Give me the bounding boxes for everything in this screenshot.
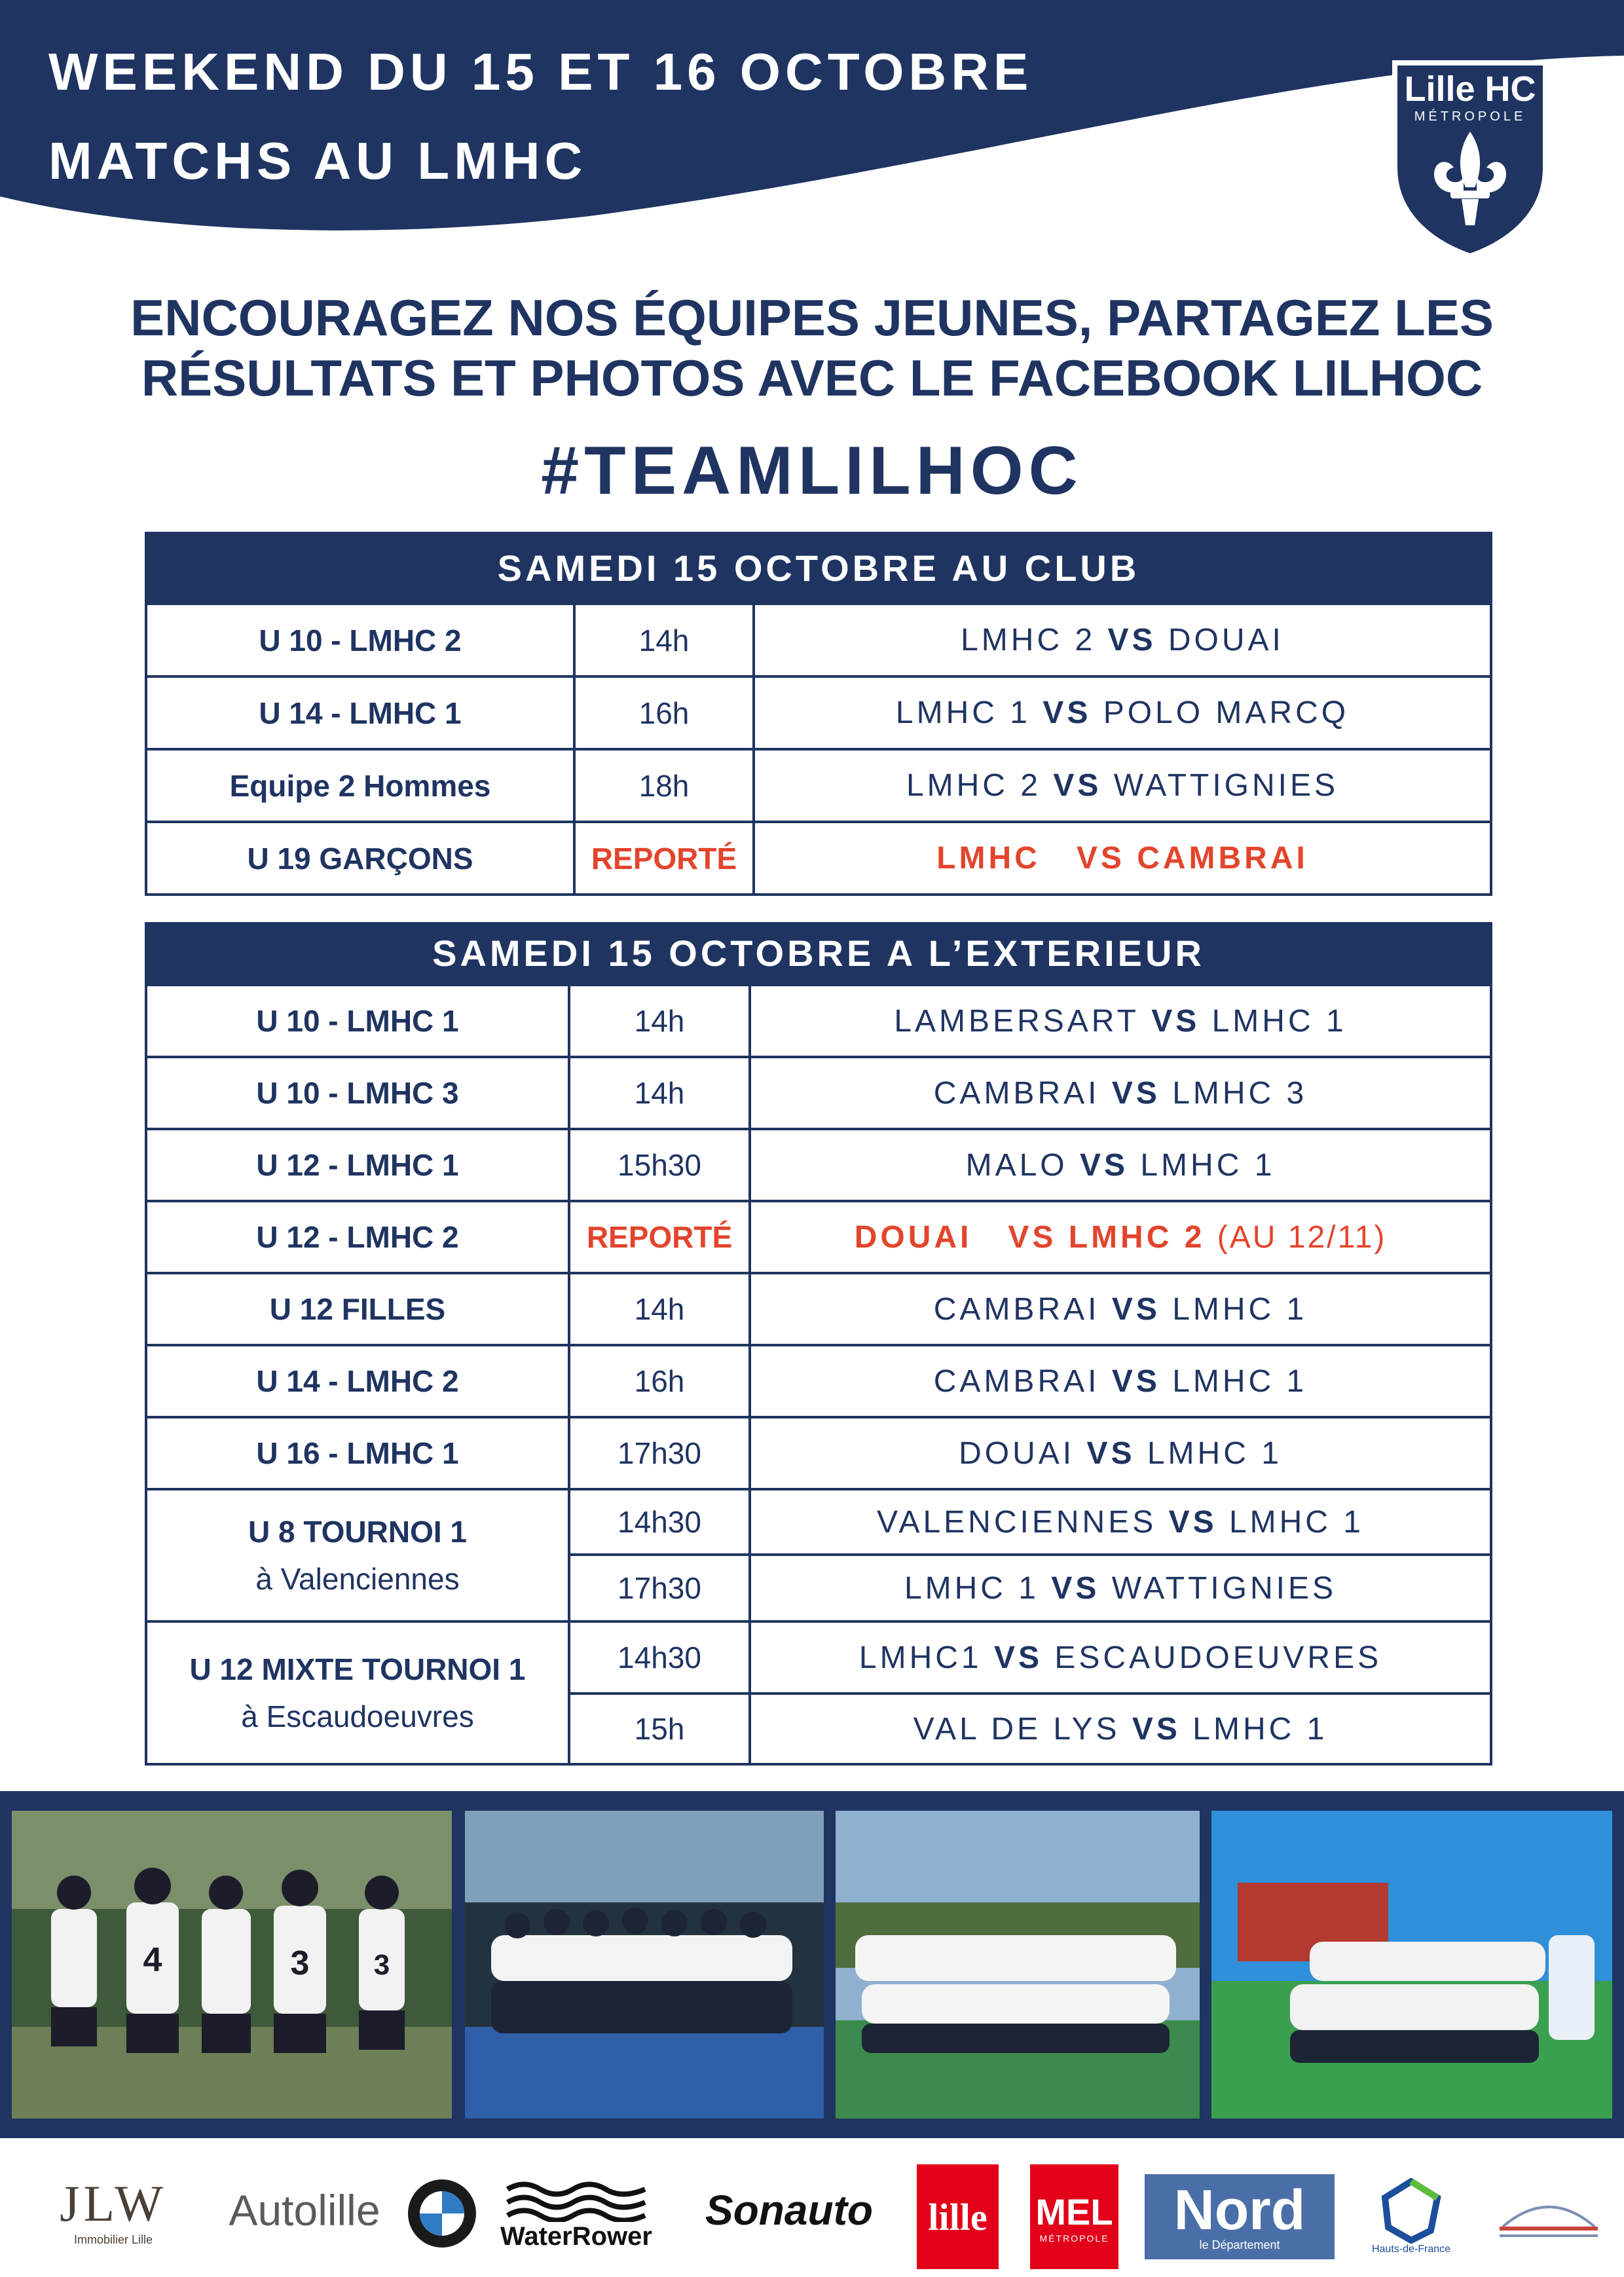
- away-team: LMHC 1: [1172, 1291, 1308, 1327]
- team-cell: U 12 - LMHC 2: [145, 1200, 570, 1274]
- table-row: [145, 1128, 1492, 1202]
- vs-label: VS: [1053, 768, 1102, 803]
- region-subtext: Hauts-de-France: [1371, 2244, 1451, 2255]
- team-cell: U 10 - LMHC 1: [145, 984, 570, 1058]
- home-table-title: SAMEDI 15 OCTOBRE AU CLUB: [145, 532, 1492, 605]
- vs-label: VS: [1168, 1504, 1217, 1540]
- table-row: [145, 1056, 1492, 1130]
- home-team: DOUAI: [854, 1219, 972, 1255]
- home-team: LMHC 1: [904, 1570, 1039, 1606]
- home-team: LMHC: [936, 841, 1041, 876]
- time-cell: 14h: [568, 1056, 751, 1130]
- jlw-subtext: Immobilier Lille: [73, 2232, 153, 2246]
- match-cell: [748, 1488, 1492, 1556]
- team-cell: U 10 - LMHC 2: [145, 602, 576, 678]
- sponsor-sonauto: [681, 2177, 897, 2243]
- jlw-logo-text: JLW: [60, 2174, 167, 2232]
- table-row: [145, 984, 1492, 1058]
- region-map-icon: [1378, 2178, 1444, 2244]
- table-row: [145, 748, 1492, 823]
- tournament-row: [145, 1488, 1492, 1623]
- away-matches-table: [145, 922, 1492, 1764]
- table-row: [145, 602, 1492, 678]
- tournament-place: à Valenciennes: [255, 1562, 460, 1596]
- home-matches-table: [145, 532, 1492, 894]
- jersey-number: 3: [373, 1949, 390, 1981]
- sponsors-bar: [0, 2138, 1624, 2277]
- status-postponed: REPORTÉ: [568, 1200, 751, 1274]
- home-team: DOUAI: [959, 1435, 1075, 1471]
- match-cell: [748, 1272, 1492, 1346]
- away-team: LMHC 2: [1068, 1219, 1206, 1255]
- away-team: LMHC 1: [1147, 1435, 1282, 1471]
- tournament-team: U 8 TOURNOI 1: [248, 1515, 467, 1549]
- tournament-team: U 12 MIXTE TOURNOI 1: [189, 1652, 526, 1686]
- time-cell: 16h: [573, 675, 755, 750]
- jersey-number: 3: [290, 1944, 310, 1982]
- sponsor-nord: [1145, 2174, 1335, 2259]
- vs-label: VS: [1132, 1711, 1181, 1747]
- home-team: CAMBRAI: [933, 1075, 1100, 1111]
- home-team: VALENCIENNES: [877, 1504, 1157, 1540]
- home-team: CAMBRAI: [933, 1291, 1100, 1327]
- status-postponed: REPORTÉ: [573, 821, 755, 896]
- home-team: LMHC 1: [895, 695, 1031, 730]
- vs-label: VS: [1076, 841, 1125, 876]
- away-team: LMHC 1: [1211, 1003, 1347, 1039]
- home-team: MALO: [965, 1147, 1068, 1183]
- tournament-row: [145, 1620, 1492, 1766]
- nord-logo-text: Nord: [1173, 2178, 1306, 2242]
- vs-label: VS: [1086, 1435, 1135, 1471]
- match-cell: [748, 1553, 1492, 1623]
- team-photo-1: [12, 1811, 452, 2119]
- away-team: LMHC 3: [1172, 1075, 1308, 1111]
- sponsor-region-hauts-de-france: [1359, 2168, 1464, 2266]
- logo-subtext: MÉTROPOLE: [1414, 109, 1526, 124]
- sponsor-ville-de-lille: [917, 2164, 999, 2269]
- time-cell: 14h: [573, 602, 755, 678]
- team-cell: U 19 GARÇONS: [145, 821, 576, 896]
- team-photo-2: [465, 1811, 824, 2119]
- home-team: LMHC1: [858, 1640, 982, 1675]
- sponsor-jlw: [31, 2164, 195, 2256]
- team-cell: U 12 - LMHC 1: [145, 1128, 570, 1202]
- header-subtitle: MATCHS AU LMHC: [48, 132, 587, 190]
- match-cell: [752, 821, 1492, 896]
- table-row-postponed: [145, 1200, 1492, 1274]
- match-cell: [748, 1620, 1492, 1695]
- team-photo-4: [1211, 1811, 1612, 2119]
- home-team: LMHC 2: [961, 623, 1096, 657]
- intro-line-1: ENCOURAGEZ NOS ÉQUIPES JEUNES, PARTAGEZ LES: [130, 289, 1494, 346]
- team-cell: U 10 - LMHC 3: [145, 1056, 570, 1130]
- team-cell: U 16 - LMHC 1: [145, 1416, 570, 1490]
- reschedule-note: (AU 12/11): [1217, 1219, 1387, 1255]
- sponsor-waterrower: [498, 2168, 655, 2259]
- time-cell: 17h30: [568, 1416, 751, 1490]
- match-cell: [748, 1200, 1492, 1274]
- vs-label: VS: [1107, 623, 1156, 657]
- match-cell: [752, 675, 1492, 750]
- time-cell: 16h: [568, 1344, 751, 1418]
- time-cell: 15h30: [568, 1128, 751, 1202]
- lille-hc-logo: [1388, 56, 1552, 259]
- vs-label: VS: [993, 1640, 1043, 1675]
- time-cell: 18h: [573, 748, 755, 823]
- sponsor-mel: [1030, 2164, 1118, 2269]
- away-team: DOUAI: [1168, 623, 1284, 657]
- away-team: LMHC 1: [1228, 1504, 1364, 1540]
- time-cell: 14h: [568, 1272, 751, 1346]
- away-team: LMHC 1: [1140, 1147, 1276, 1183]
- bmw-roundel-icon: [406, 2177, 478, 2249]
- vs-label: VS: [1151, 1003, 1200, 1039]
- team-cell: U 14 - LMHC 2: [145, 1344, 570, 1418]
- home-team: CAMBRAI: [933, 1363, 1100, 1399]
- vs-label: VS: [1111, 1363, 1160, 1399]
- away-team: LMHC 1: [1172, 1363, 1308, 1399]
- time-cell: 17h30: [568, 1553, 751, 1623]
- team-cell: U 12 FILLES: [145, 1272, 570, 1346]
- team-cell: Equipe 2 Hommes: [145, 748, 576, 823]
- vs-label: VS: [1043, 695, 1092, 730]
- away-team: WATTIGNIES: [1111, 1570, 1337, 1606]
- match-cell: [752, 602, 1492, 678]
- time-cell: 14h: [568, 984, 751, 1058]
- home-team: LMHC 2: [906, 768, 1041, 803]
- match-cell: [748, 984, 1492, 1058]
- sonauto-logo-text: Sonauto: [705, 2187, 873, 2234]
- vs-label: VS: [1111, 1075, 1160, 1111]
- tournament-place: à Escaudoeuvres: [241, 1699, 474, 1733]
- time-cell: 14h30: [568, 1488, 751, 1556]
- mel-logo-text: MEL: [1035, 2191, 1113, 2232]
- home-team: VAL DE LYS: [913, 1711, 1120, 1747]
- waterrower-logo-text: WaterRower: [500, 2221, 652, 2251]
- jersey-number: 4: [143, 1941, 162, 1979]
- match-cell: [748, 1128, 1492, 1202]
- table-row-postponed: [145, 821, 1492, 896]
- table-row: [145, 1272, 1492, 1346]
- sport-label-emblem-icon: [1490, 2187, 1608, 2253]
- home-team: LAMBERSART: [894, 1003, 1139, 1039]
- match-cell: [748, 1056, 1492, 1130]
- vs-label: VS: [1111, 1291, 1160, 1327]
- nord-subtext: le Département: [1199, 2238, 1280, 2251]
- table-row: [145, 675, 1492, 750]
- tournament-team-cell: [145, 1620, 570, 1766]
- intro-line-2: RÉSULTATS ET PHOTOS AVEC LE FACEBOOK LILHOC: [141, 349, 1483, 407]
- mel-subtext: MÉTROPOLE: [1039, 2232, 1109, 2244]
- away-table-title: SAMEDI 15 OCTOBRE A L’EXTERIEUR: [145, 922, 1492, 985]
- time-cell: 15h: [568, 1692, 751, 1766]
- match-cell: [752, 748, 1492, 823]
- sponsor-label-sport: [1486, 2184, 1611, 2256]
- away-team: ESCAUDOEUVRES: [1054, 1640, 1382, 1675]
- photo-strip: [0, 1791, 1624, 2138]
- table-row: [145, 1416, 1492, 1490]
- sponsor-bmw: [403, 2174, 481, 2253]
- header-title: WEEKEND DU 15 ET 16 OCTOBRE: [48, 43, 1033, 101]
- away-team: CAMBRAI: [1137, 841, 1308, 876]
- table-row: [145, 1344, 1492, 1418]
- autolille-logo-text: Autolille: [229, 2186, 380, 2234]
- team-photo-3: [836, 1811, 1200, 2119]
- hashtag: #TEAMLILHOC: [541, 433, 1083, 509]
- time-cell: 14h30: [568, 1620, 751, 1695]
- vs-label: VS: [1008, 1219, 1057, 1255]
- away-team: LMHC 1: [1192, 1711, 1328, 1747]
- away-team: WATTIGNIES: [1113, 768, 1339, 803]
- away-team: POLO MARCQ: [1103, 695, 1350, 730]
- vs-label: VS: [1079, 1147, 1128, 1183]
- team-cell: U 14 - LMHC 1: [145, 675, 576, 750]
- vs-label: VS: [1051, 1570, 1100, 1606]
- match-cell: [748, 1416, 1492, 1490]
- waves-icon: [504, 2176, 648, 2222]
- lille-logo-text: lille: [928, 2195, 987, 2238]
- match-cell: [748, 1692, 1492, 1766]
- logo-text: Lille HC: [1404, 69, 1536, 109]
- header-band: [0, 0, 1624, 236]
- sponsor-autolille: [216, 2177, 393, 2243]
- match-cell: [748, 1344, 1492, 1418]
- tournament-team-cell: [145, 1488, 570, 1623]
